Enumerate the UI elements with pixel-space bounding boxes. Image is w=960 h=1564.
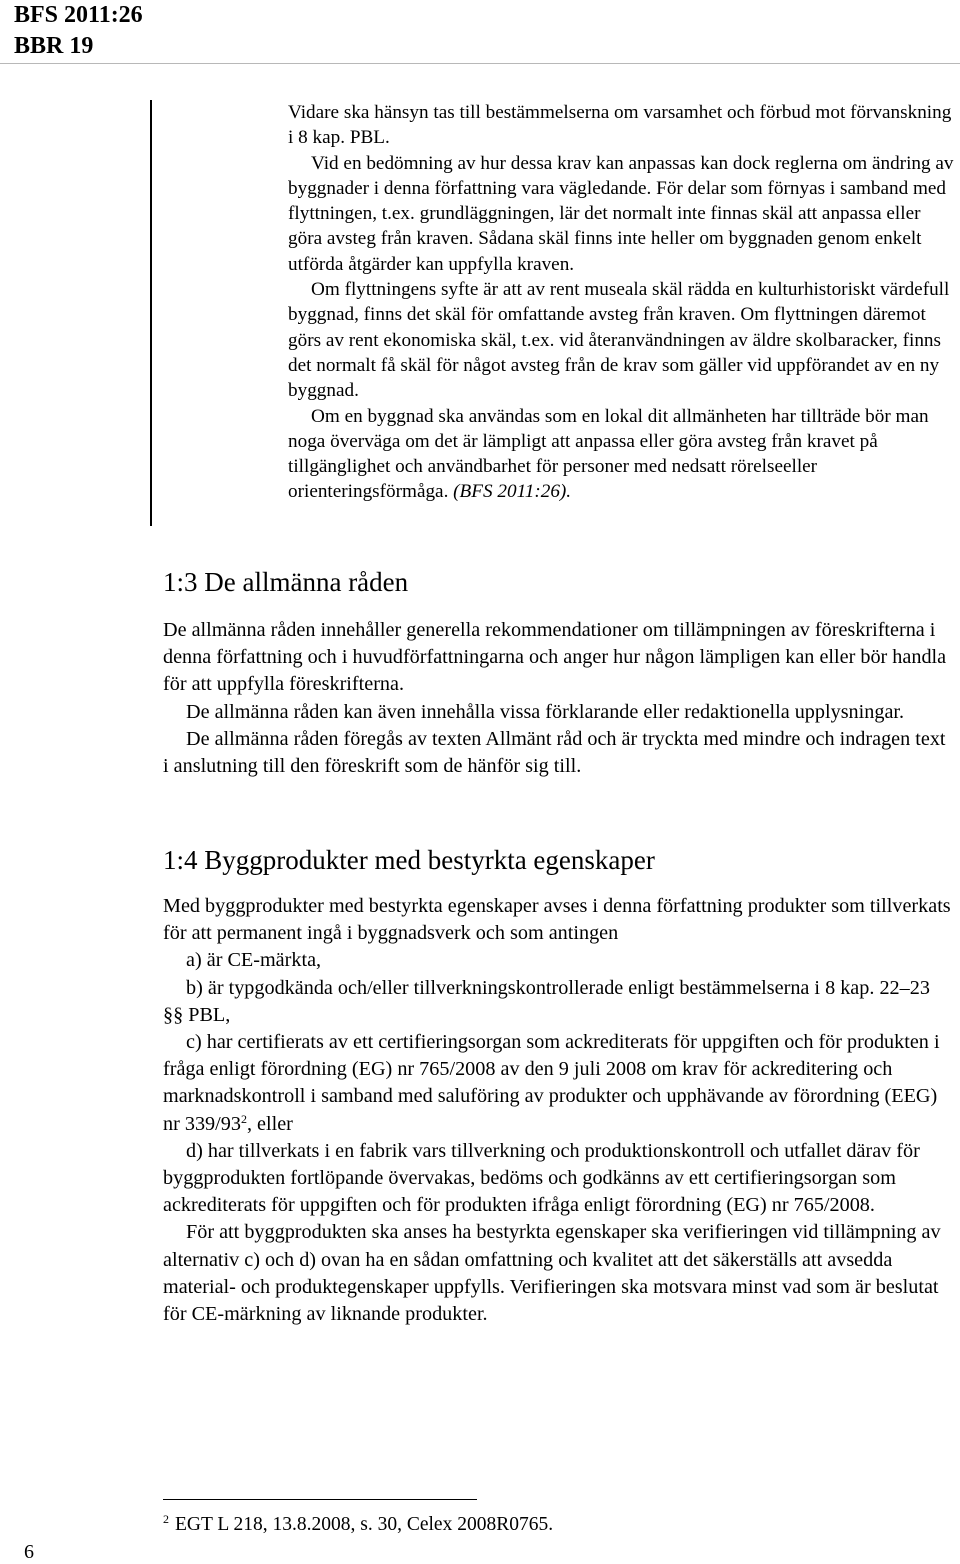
footnote-number: 2	[163, 1512, 169, 1526]
section-1-3-paragraph-2: De allmänna råden kan även innehålla vissa förklarande eller redaktionella upplysningar.	[186, 700, 905, 723]
section-1-4-closing: För att byggprodukten ska anses ha bestyrkta egenskaper ska verifieringen vid tillämpning av alternativ c) och d) ovan ha en sådan omfattning och kvalitet att det säkerställs att avsedda material- och produktegenskaper uppfylls. Verifieringen ska motsvara minst vad som är beslutat för CE-märkning av liknande produkter.	[163, 1221, 941, 1326]
section-1-4-item-d: d) har tillverkats i en fabrik vars tillverkning och produktionskontroll och utfallet därav för byggprodukten fortlöpande övervakas, bedöms och godkänns av ett certifieringsorgan som ackrediterats för uppgiften och för produkten ifråga enligt förordning (EG) nr 765/2008.	[163, 1139, 920, 1217]
section-1-3-paragraph-3: De allmänna råden föregås av texten Allmänt råd och är tryckta med mindre och indragen text i anslutning till den föreskrift som de hänför sig till.	[163, 727, 946, 778]
allmant-rad-paragraph-4	[288, 404, 956, 505]
header-bbr: BBR 19	[14, 33, 94, 59]
section-1-4-item-c	[163, 1029, 955, 1138]
page-header	[14, 0, 143, 62]
allmant-rad-marker-bar	[150, 100, 152, 526]
allmant-rad-reference: (BFS 2011:26).	[453, 481, 572, 503]
allmant-rad-paragraph-3: Om flyttningens syfte är att av rent museala skäl rädda en kulturhistoriskt värdefull byggnad, finns det skäl för omfattande avsteg från kraven. Om flyttningen däremot görs av rent ekonomiska skäl, t.ex. vid återanvändningen av äldre skolbaracker, finns det normalt få skäl för något avsteg från de krav som gäller vid uppförandet av en ny byggnad.	[288, 279, 950, 402]
allmant-rad-paragraph-1: Vidare ska hänsyn tas till bestämmelserna om varsamhet och förbud mot förvanskning i 8 kap. PBL.	[288, 102, 952, 149]
section-1-3-heading: 1:3 De allmänna råden	[163, 567, 409, 597]
allmant-rad-paragraph-4-text: Om en byggnad ska användas som en lokal dit allmänheten har tillträde bör man noga överväga om det är lämpligt att anpassa eller göra avsteg från kravet på tillgänglighet och användbarhet för personer med nedsatt rörelseeller orienteringsförmåga.	[288, 405, 929, 503]
footnote-divider	[163, 1499, 477, 1500]
footnote-ref: 2	[240, 1111, 247, 1126]
header-divider	[0, 63, 960, 64]
section-1-4-item-c-end: , eller	[246, 1112, 293, 1135]
section-1-3-paragraph-1: De allmänna råden innehåller generella rekommendationer om tillämpningen av föreskrifterna i denna författning och i huvudförfattningarna och anger hur någon lämpligen kan eller bör handla för att uppfylla föreskrifterna.	[163, 619, 947, 696]
section-1-4-item-b: b) är typgodkända och/eller tillverkningskontrollerade enligt bestämmelserna i 8 kap. 22–23 §§ PBL,	[163, 976, 930, 1026]
footnote	[163, 1512, 553, 1538]
section-1-4-intro: Med byggprodukter med bestyrkta egenskaper avses i denna författning produkter som tillverkats för att permanent ingå i byggnadsverk och som antingen	[163, 895, 951, 945]
section-1-4-body	[163, 893, 955, 1328]
section-1-4-heading: 1:4 Byggprodukter med bestyrkta egenskaper	[163, 845, 655, 875]
header-bfs: BFS 2011:26	[14, 2, 143, 28]
section-1-4-item-c-text: c) har certifierats av ett certifieringsorgan som ackrediterats för uppgiften och för produkten i fråga enligt förordning (EG) nr 765/2008 av den 9 juli 2008 om krav för ackreditering och marknadskontroll i samband med saluföring av produkter och upphävande av förordning (EEG) nr 339/93	[163, 1031, 940, 1135]
section-1-3-body	[163, 617, 955, 780]
page-number: 6	[24, 1541, 34, 1563]
footnote-text: EGT L 218, 13.8.2008, s. 30, Celex 2008R0765.	[175, 1514, 554, 1535]
section-1-4-item-a: a) är CE-märkta,	[186, 949, 322, 972]
allmant-rad-paragraph-2: Vid en bedömning av hur dessa krav kan anpassas kan dock reglerna om ändring av byggnader i denna författning vara vägledande. För delar som förnyas i samband med flyttningen, t.ex. grundläggningen, lär det normalt inte finnas skäl att anpassa eller göra avsteg från kraven. Sådana skäl finns inte heller om byggnaden genom enkelt utförda åtgärder kan uppfylla kraven.	[288, 152, 954, 275]
allmant-rad-block	[288, 100, 956, 505]
